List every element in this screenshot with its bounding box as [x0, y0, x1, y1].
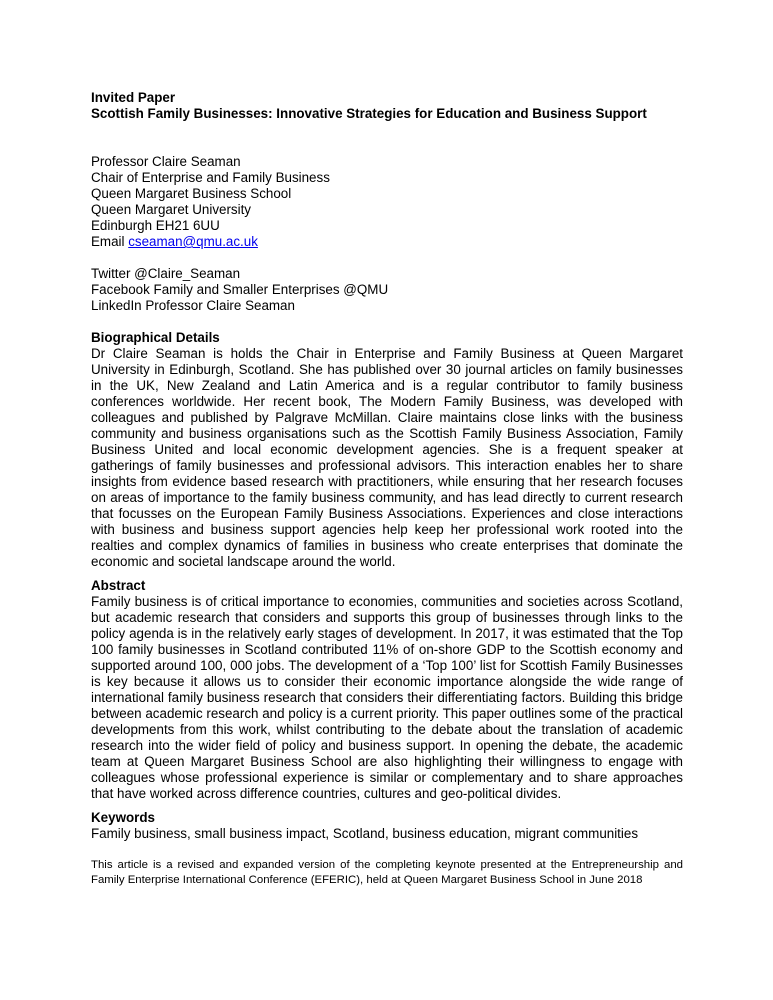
- abstract-heading: Abstract: [91, 578, 146, 593]
- spacer: [91, 570, 683, 578]
- spacer: [91, 250, 683, 266]
- footnote: This article is a revised and expanded version of the completing keynote presented at the Entrepreneurship and Family Enterprise International Conference (EFERIC), held at Queen Margaret Business School in June 2018: [91, 859, 683, 886]
- author-city: Edinburgh EH21 6UU: [91, 218, 220, 233]
- spacer: [91, 122, 683, 154]
- author-position: Chair of Enterprise and Family Business: [91, 170, 330, 185]
- email-link[interactable]: cseaman@qmu.ac.uk: [128, 234, 258, 249]
- spacer: [91, 850, 683, 858]
- author-block: [91, 154, 683, 250]
- email-label: Email: [91, 234, 129, 249]
- keywords-text: Family business, small business impact, Scotland, business education, migrant communities: [91, 826, 639, 841]
- facebook-handle: Facebook Family and Smaller Enterprises @QMU: [91, 282, 389, 297]
- spacer: [91, 842, 683, 850]
- author-university: Queen Margaret University: [91, 202, 252, 217]
- spacer: [91, 314, 683, 330]
- keywords-section: [91, 810, 683, 842]
- bio-heading: Biographical Details: [91, 330, 220, 345]
- paper-page: [91, 90, 683, 887]
- abstract-section: [91, 578, 683, 802]
- author-name: Professor Claire Seaman: [91, 154, 241, 169]
- paper-title: Scottish Family Businesses: Innovative Strategies for Education and Business Support: [91, 106, 647, 121]
- author-email-line: [91, 234, 683, 250]
- paper-type-label: Invited Paper: [91, 90, 176, 105]
- author-school: Queen Margaret Business School: [91, 186, 292, 201]
- bio-section: [91, 330, 683, 570]
- keywords-heading: Keywords: [91, 810, 155, 825]
- social-block: [91, 266, 683, 314]
- twitter-handle: Twitter @Claire_Seaman: [91, 266, 241, 281]
- abstract-text: Family business is of critical importance to economies, communities and societies across Scotland, but academic research that considers and supports this group of businesses through links to the policy agenda is in the relatively early stages of development. In 2017, it was estimated that the Top 100 family businesses in Scotland contributed 11% of on-shore GDP to the Scottish economy and supported around 100, 000 jobs. The development of a ‘Top 100’ list for Scottish Family Businesses is key because it allows us to consider their economic importance alongside the wide range of international family business research that considers their differentiating factors. Building this bridge between academic research and policy is a current priority. This paper outlines some of the practical developments from this work, whilst contributing to the debate about the translation of academic research into the wider field of policy and business support. In opening the debate, the academic team at Queen Margaret Business School are also highlighting their willingness to engage with colleagues whose professional experience is similar or complementary and to share approaches that have worked across difference countries, cultures and geo-political divides.: [91, 594, 683, 801]
- bio-text: Dr Claire Seaman is holds the Chair in Enterprise and Family Business at Queen Margaret University in Edinburgh, Scotland. She has published over 30 journal articles on family businesses in the UK, New Zealand and Latin America and is a regular contributor to family business conferences worldwide. Her recent book, The Modern Family Business, was developed with colleagues and published by Palgrave McMillan. Claire maintains close links with the business community and business organisations such as the Scottish Family Business Association, Family Business United and local economic development agencies. She is a frequent speaker at gatherings of family businesses and professional advisors. This interaction enables her to share insights from evidence based research with practitioners, while ensuring that her research focuses on areas of importance to the family business community, and has lead directly to current research that focusses on the European Family Business Associations. Experiences and close interactions with business and business support agencies help keep her professional work rooted into the realties and complex dynamics of families in business who create enterprises that dominate the economic and societal landscape around the world.: [91, 346, 683, 569]
- spacer: [91, 802, 683, 810]
- linkedin-handle: LinkedIn Professor Claire Seaman: [91, 298, 295, 313]
